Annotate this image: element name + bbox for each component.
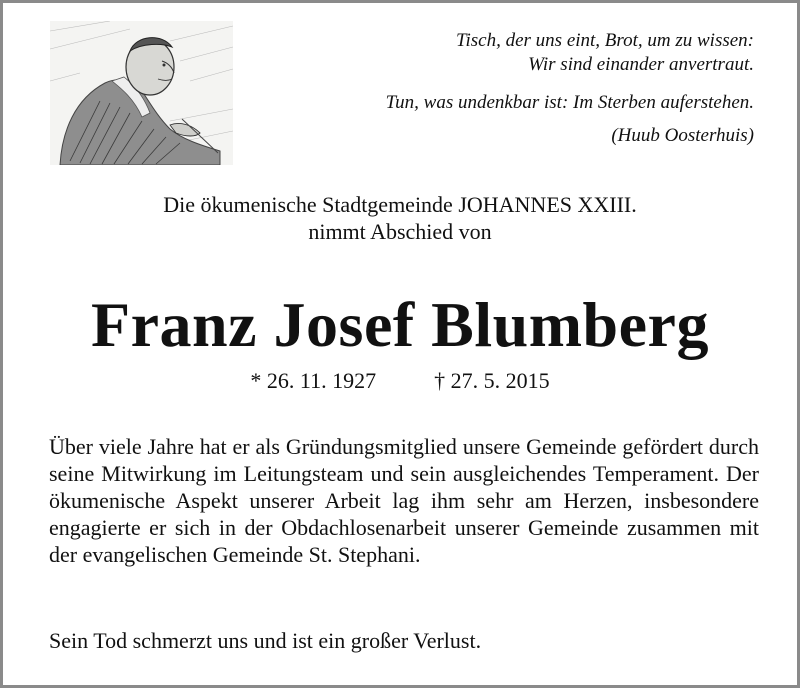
quote-line-3: Tun, was undenkbar ist: Im Sterben auferstehen.: [385, 92, 754, 113]
life-dates: [3, 367, 797, 395]
quote-line-1: Tisch, der uns eint, Brot, um zu wissen:: [455, 30, 754, 51]
sketch-portrait-icon: [50, 21, 233, 165]
closing-sentence: Sein Tod schmerzt uns und ist ein großer Verlust.: [49, 628, 482, 653]
intro-line-2: nimmt Abschied von: [308, 219, 492, 244]
quote-line-2: Wir sind einander anvertraut.: [528, 54, 754, 75]
birth-date: * 26. 11. 1927: [250, 368, 377, 393]
quote-author: (Huub Oosterhuis): [611, 125, 754, 146]
quote-block: [294, 29, 754, 148]
intro-text: [3, 191, 797, 245]
intro-line-1: Die ökumenische Stadtgemeinde JOHANNES XXIII.: [163, 192, 637, 217]
deceased-name: Franz Josef Blumberg: [91, 289, 709, 360]
tribute-paragraph: Über viele Jahre hat er als Gründungsmitglied unsere Gemeinde gefördert durch seine Mitwirkung im Leitungsteam und sein ausgleichendes Temperament. Der ökumenische Aspekt unserer Arbeit lag ihm sehr am Herzen, insbesondere engagierte er sich in der Obdachlosenarbeit unserer Gemeinde zusammen mit der evangelischen Gemeinde St. Stephani.: [49, 434, 759, 567]
death-date: † 27. 5. 2015: [434, 368, 550, 393]
